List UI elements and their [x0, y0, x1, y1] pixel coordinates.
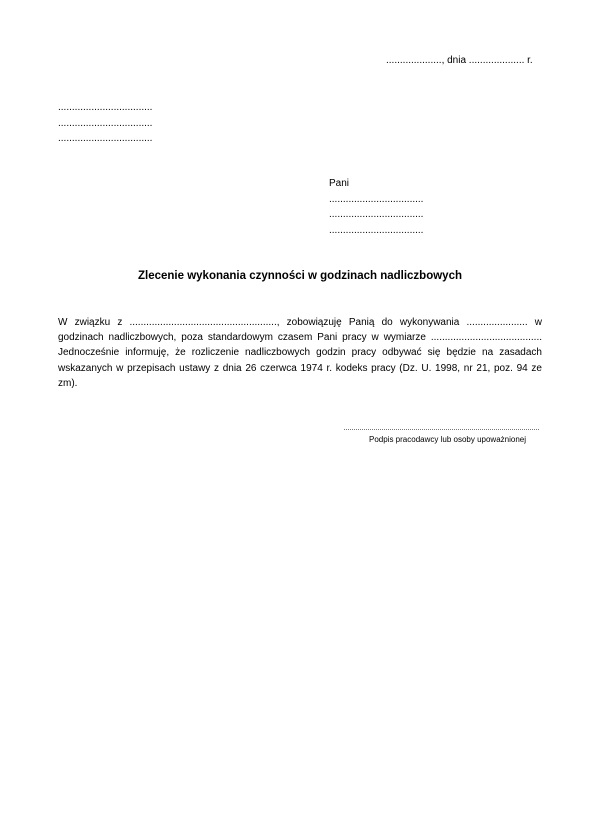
document-title: Zlecenie wykonania czynności w godzinach nadliczbowych [138, 270, 462, 282]
recipient-line-1: .................................. [329, 193, 424, 205]
signature-line [344, 429, 539, 430]
sender-block [58, 100, 152, 147]
place-date-line: ...................., dnia .................... r. [386, 55, 533, 66]
recipient-block [329, 176, 423, 238]
sender-line-2: .................................. [58, 117, 153, 129]
body-paragraph: W związku z ....................................................., zobowiązuję Panią do wykonywania ...................... w godzinach nadliczbowych, poza standardowym czasem Pani pracy w wymiarze ........................................ Jednocześnie informuję, że rozliczenie nadliczbowych godzin pracy odbywać się będzie na zasadach wskazanych w przepisach ustawy z dnia 26 czerwca 1974 r. kodeks pracy (Dz. U. 1998, nr 21, poz. 94 ze zm). [58, 317, 542, 389]
sender-line-1: .................................. [58, 102, 153, 113]
sender-line-3: .................................. [58, 133, 153, 144]
recipient-line-3: .................................. [329, 224, 424, 236]
recipient-line-2: .................................. [329, 209, 424, 220]
signature-caption: Podpis pracodawcy lub osoby upoważnionej [369, 435, 526, 444]
recipient-salutation: Pani [329, 178, 350, 189]
